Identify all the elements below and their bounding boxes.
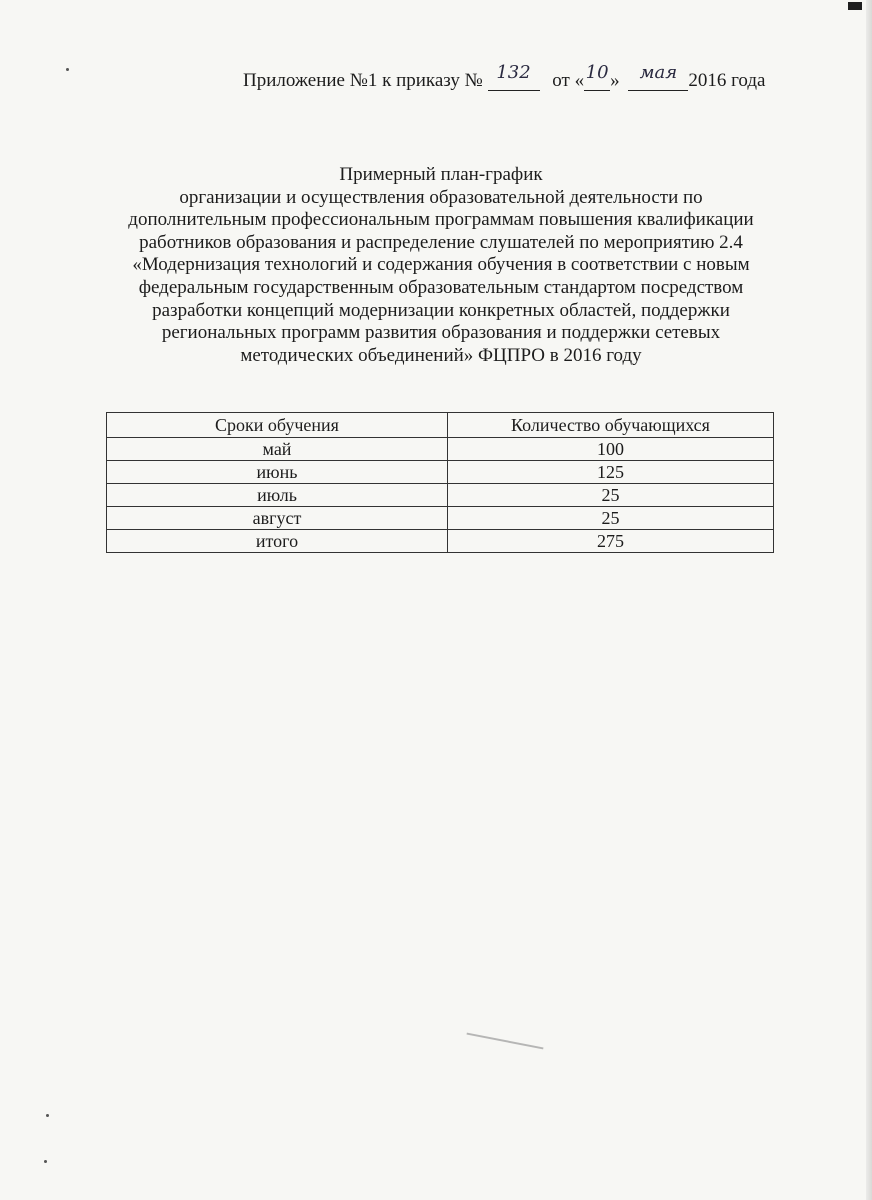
document-title [96,164,786,367]
order-number-field [488,62,540,91]
column-header-period: Сроки обучения [107,413,448,438]
scan-speck [44,1160,47,1163]
order-date-prefix: от « [552,70,585,91]
title-line: методических объединений» ФЦПРО в 2016 году [240,344,642,366]
table-row [107,461,774,484]
cell-period: июль [107,484,448,507]
cell-period: август [107,507,448,530]
column-header-count: Количество обучающихся [448,413,774,438]
scan-edge [866,0,872,1200]
cell-count: 25 [448,484,774,507]
cell-period: май [107,438,448,461]
table-row-total [107,530,774,553]
table-row [107,438,774,461]
scan-speck [46,1114,49,1117]
cell-count: 25 [448,507,774,530]
title-line: Примерный план-график [339,164,543,185]
title-line: дополнительным профессиональным программам повышения квалификации [128,209,754,231]
order-day-field [584,62,610,91]
order-day-handwritten: 10 [585,62,609,83]
order-year: 2016 года [688,70,766,91]
order-month-field [628,62,688,91]
pencil-stroke [467,1033,544,1050]
table-header-row [107,413,774,438]
schedule-table [106,412,774,553]
title-line: разработки концепций модернизации конкретных областей, поддержки [152,299,730,321]
order-day-close-quote: » [610,70,620,91]
order-number-handwritten: 132 [496,62,531,83]
title-line: работников образования и распределение слушателей по мероприятию 2.4 [139,231,743,253]
cell-count-total: 275 [448,530,774,553]
scan-corner-mark [848,2,862,10]
title-line: «Модернизация технологий и содержания обучения в соответствии с новым [132,254,750,276]
table-row [107,507,774,530]
cell-count: 125 [448,461,774,484]
order-prefix: Приложение №1 к приказу № [243,70,483,91]
cell-count: 100 [448,438,774,461]
title-line: региональных программ развития образования и поддержки сетевых [161,322,721,344]
scan-speck [66,68,69,71]
order-reference-line [243,62,803,92]
title-line: организации и осуществления образовательной деятельности по [179,186,703,208]
table-row [107,484,774,507]
order-month-handwritten: мая [639,62,678,83]
cell-period-total: итого [107,530,448,553]
cell-period: июнь [107,461,448,484]
title-line: федеральным государственным образовательным стандартом посредством [138,276,744,298]
